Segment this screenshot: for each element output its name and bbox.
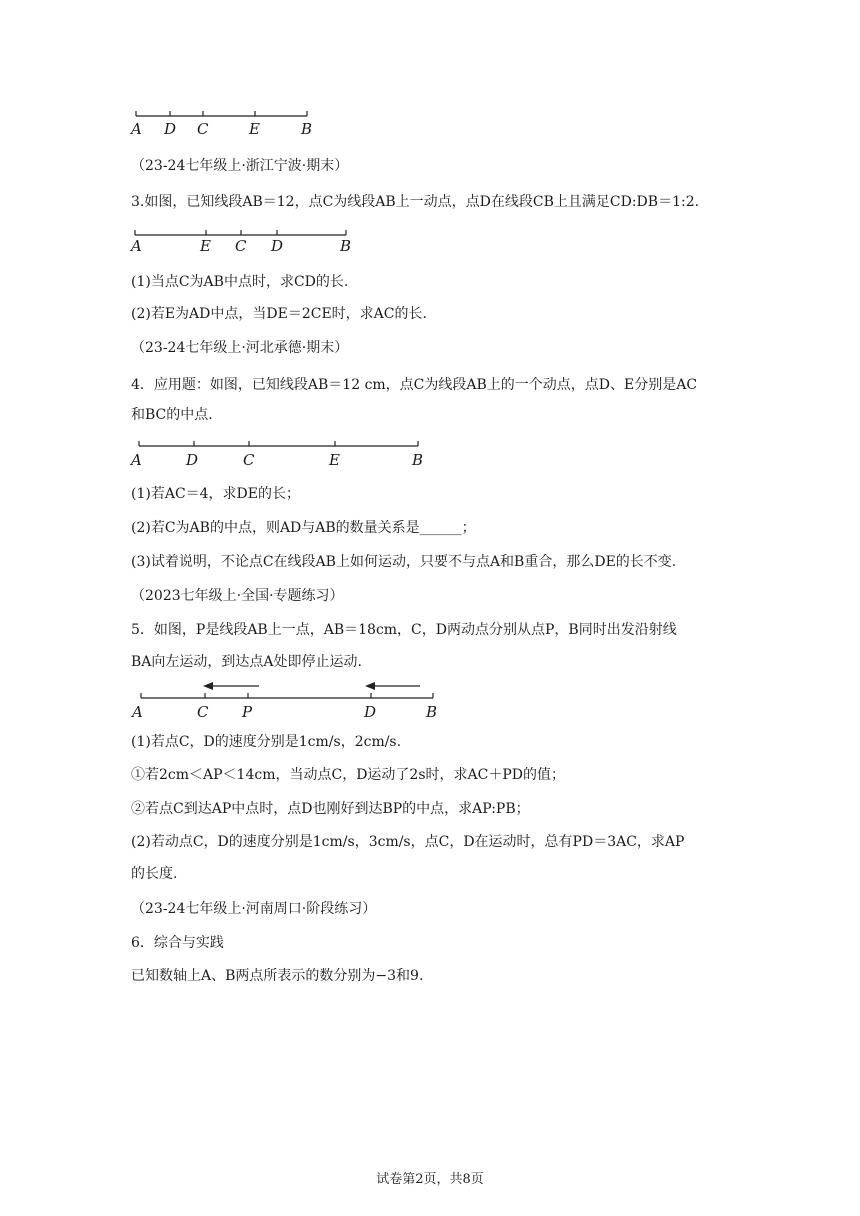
point-label: D — [164, 120, 177, 138]
q5-part2-line2: 的长度. — [131, 866, 178, 882]
figure-segment-q4 — [131, 440, 431, 474]
point-label: C — [197, 703, 209, 721]
point-label: E — [249, 120, 260, 138]
point-label: B — [301, 120, 313, 138]
q5-stem-line1: 5．如图，P是线段AB上一点，AB＝18cm，C，D两动点分别从点P，B同时出发沿射线 — [131, 622, 677, 638]
q5-part2-line1: (2)若动点C，D的速度分别是1cm/s，3cm/s，点C，D在运动时，总有PD＝3AC，求AP — [131, 834, 685, 850]
q4-source: （23-24七年级上·河北承德·期末） — [131, 340, 349, 356]
point-label: C — [235, 237, 247, 255]
figure-segment-q5 — [131, 676, 451, 724]
point-label: A — [131, 451, 142, 469]
q3-part1: (1)当点C为AB中点时，求CD的长. — [131, 274, 349, 290]
figure-segment-1 — [131, 108, 321, 142]
point-label: B — [412, 451, 424, 469]
point-label: D — [271, 237, 284, 255]
point-label: E — [200, 237, 211, 255]
point-label: A — [131, 237, 142, 255]
point-label: A — [131, 120, 142, 138]
q5-stem-line2: BA向左运动，到达点A处即停止运动. — [131, 654, 362, 670]
page-footer: 试卷第2页，共8页 — [376, 1172, 484, 1187]
q5-source: （2023七年级上·全国·专题练习） — [131, 588, 344, 604]
q4-stem-line2: 和BC的中点. — [131, 407, 213, 423]
point-label: B — [340, 237, 352, 255]
q4-part1: (1)若AC＝4，求DE的长； — [131, 486, 301, 502]
q3-stem: 3.如图，已知线段AB＝12，点C为线段AB上一动点，点D在线段CB上且满足CD:DB＝1:2. — [131, 194, 700, 210]
q4-part2: (2)若C为AB的中点，则AD与AB的数量关系是______； — [131, 520, 476, 536]
q6-title: 6．综合与实践 — [131, 935, 224, 951]
point-label: A — [132, 703, 143, 721]
point-label: C — [197, 120, 209, 138]
q6-stem: 已知数轴上A、B两点所表示的数分别为−3和9. — [131, 968, 424, 984]
figure-segment-q3 — [131, 226, 361, 258]
point-label: D — [186, 451, 199, 469]
q4-part3: (3)试着说明，不论点C在线段AB上如何运动，只要不与点A和B重合，那么DE的长不变. — [131, 554, 677, 570]
point-label: B — [426, 703, 438, 721]
q5-part1b: ②若点C到达AP中点时，点D也刚好到达BP的中点，求AP:PB； — [131, 801, 530, 817]
point-label: C — [243, 451, 255, 469]
q5-part1: (1)若点C，D的速度分别是1cm/s，2cm/s. — [131, 734, 402, 750]
q4-stem-line1: 4．应用题：如图，已知线段AB＝12 cm，点C为线段AB上的一个动点，点D、E分别是AC — [131, 377, 698, 393]
q5-part1a: ①若2cm＜AP＜14cm，当动点C，D运动了2s时，求AC＋PD的值； — [131, 767, 565, 783]
point-label: P — [242, 703, 253, 721]
point-label: E — [329, 451, 340, 469]
q3-part2: (2)若E为AD中点，当DE＝2CE时，求AC的长. — [131, 306, 427, 322]
q6-source: （23-24七年级上·河南周口·阶段练习） — [131, 901, 377, 917]
point-label: D — [364, 703, 377, 721]
q3-source: （23-24七年级上·浙江宁波·期末） — [131, 158, 349, 174]
